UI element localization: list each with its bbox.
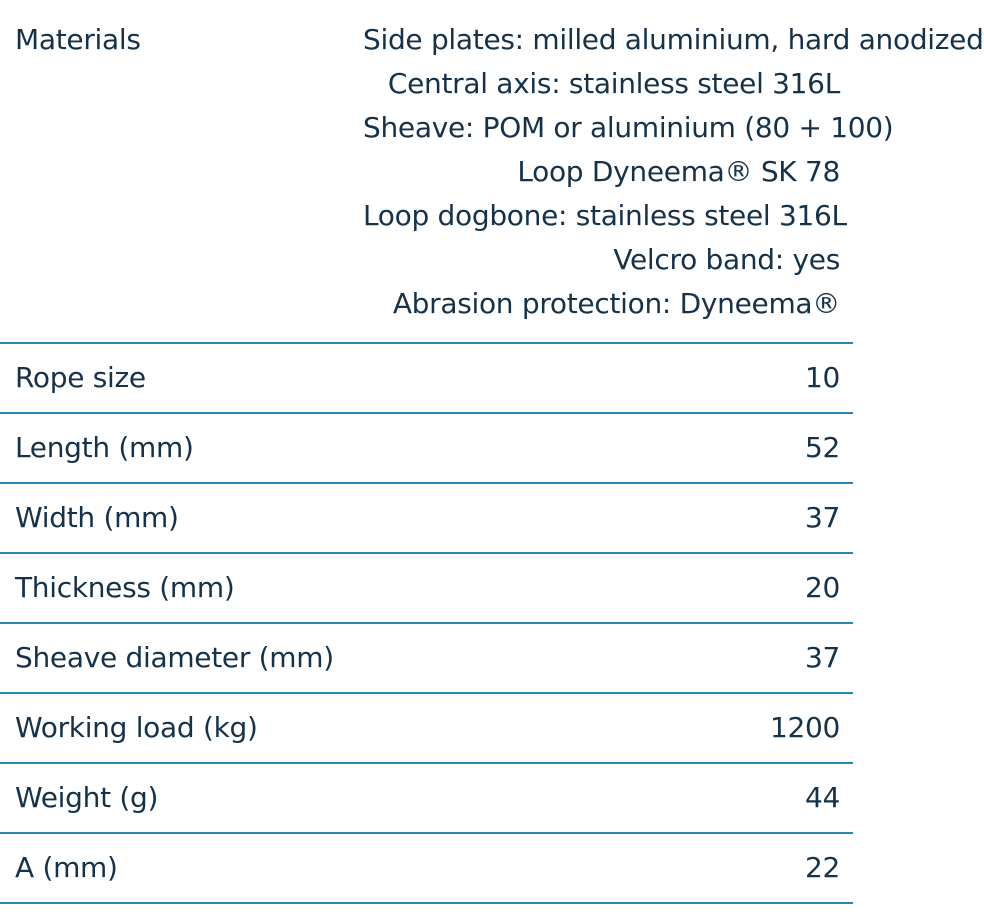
spec-label: Sheave diameter (mm): [15, 641, 334, 674]
spec-label: Weight (g): [15, 781, 159, 814]
spec-value: 20: [804, 571, 840, 604]
spec-row-sheave-diameter: [0, 623, 853, 693]
spec-value: 10: [804, 361, 840, 394]
spec-value: 52: [804, 431, 840, 464]
spec-row-width: [0, 483, 853, 553]
spec-label: A (mm): [15, 851, 118, 884]
spec-row-thickness: [0, 553, 853, 623]
spec-value: 37: [804, 641, 840, 674]
material-line-loop-dogbone: Loop dogbone: stainless steel 316L: [363, 199, 847, 232]
material-line-loop: Loop Dyneema® SK 78: [517, 155, 840, 188]
spec-row-weight: [0, 763, 853, 833]
material-line-velcro-band: Velcro band: yes: [613, 243, 840, 276]
spec-value: 1200: [769, 711, 840, 744]
spec-row-rope-size: [0, 343, 853, 413]
spec-row-a: [0, 833, 853, 903]
material-line-sheave: Sheave: POM or aluminium (80 + 100): [363, 111, 894, 144]
spec-row-working-load: [0, 693, 853, 763]
spec-value: 44: [804, 781, 840, 814]
spec-row-length: [0, 413, 853, 483]
spec-label: Length (mm): [15, 431, 194, 464]
materials-label: Materials: [15, 23, 141, 56]
spec-label: Rope size: [15, 361, 146, 394]
material-line-central-axis: Central axis: stainless steel 316L: [387, 67, 840, 100]
materials-row: [0, 0, 853, 343]
spec-label: Thickness (mm): [15, 571, 235, 604]
spec-label: Width (mm): [15, 501, 179, 534]
spec-value: 37: [804, 501, 840, 534]
spec-value: 22: [804, 851, 840, 884]
spec-label: Working load (kg): [15, 711, 258, 744]
material-line-side-plates: Side plates: milled aluminium, hard anodized: [363, 23, 984, 56]
materials-values: [348, 0, 984, 343]
material-line-abrasion-protection: Abrasion protection: Dyneema®: [392, 287, 840, 320]
